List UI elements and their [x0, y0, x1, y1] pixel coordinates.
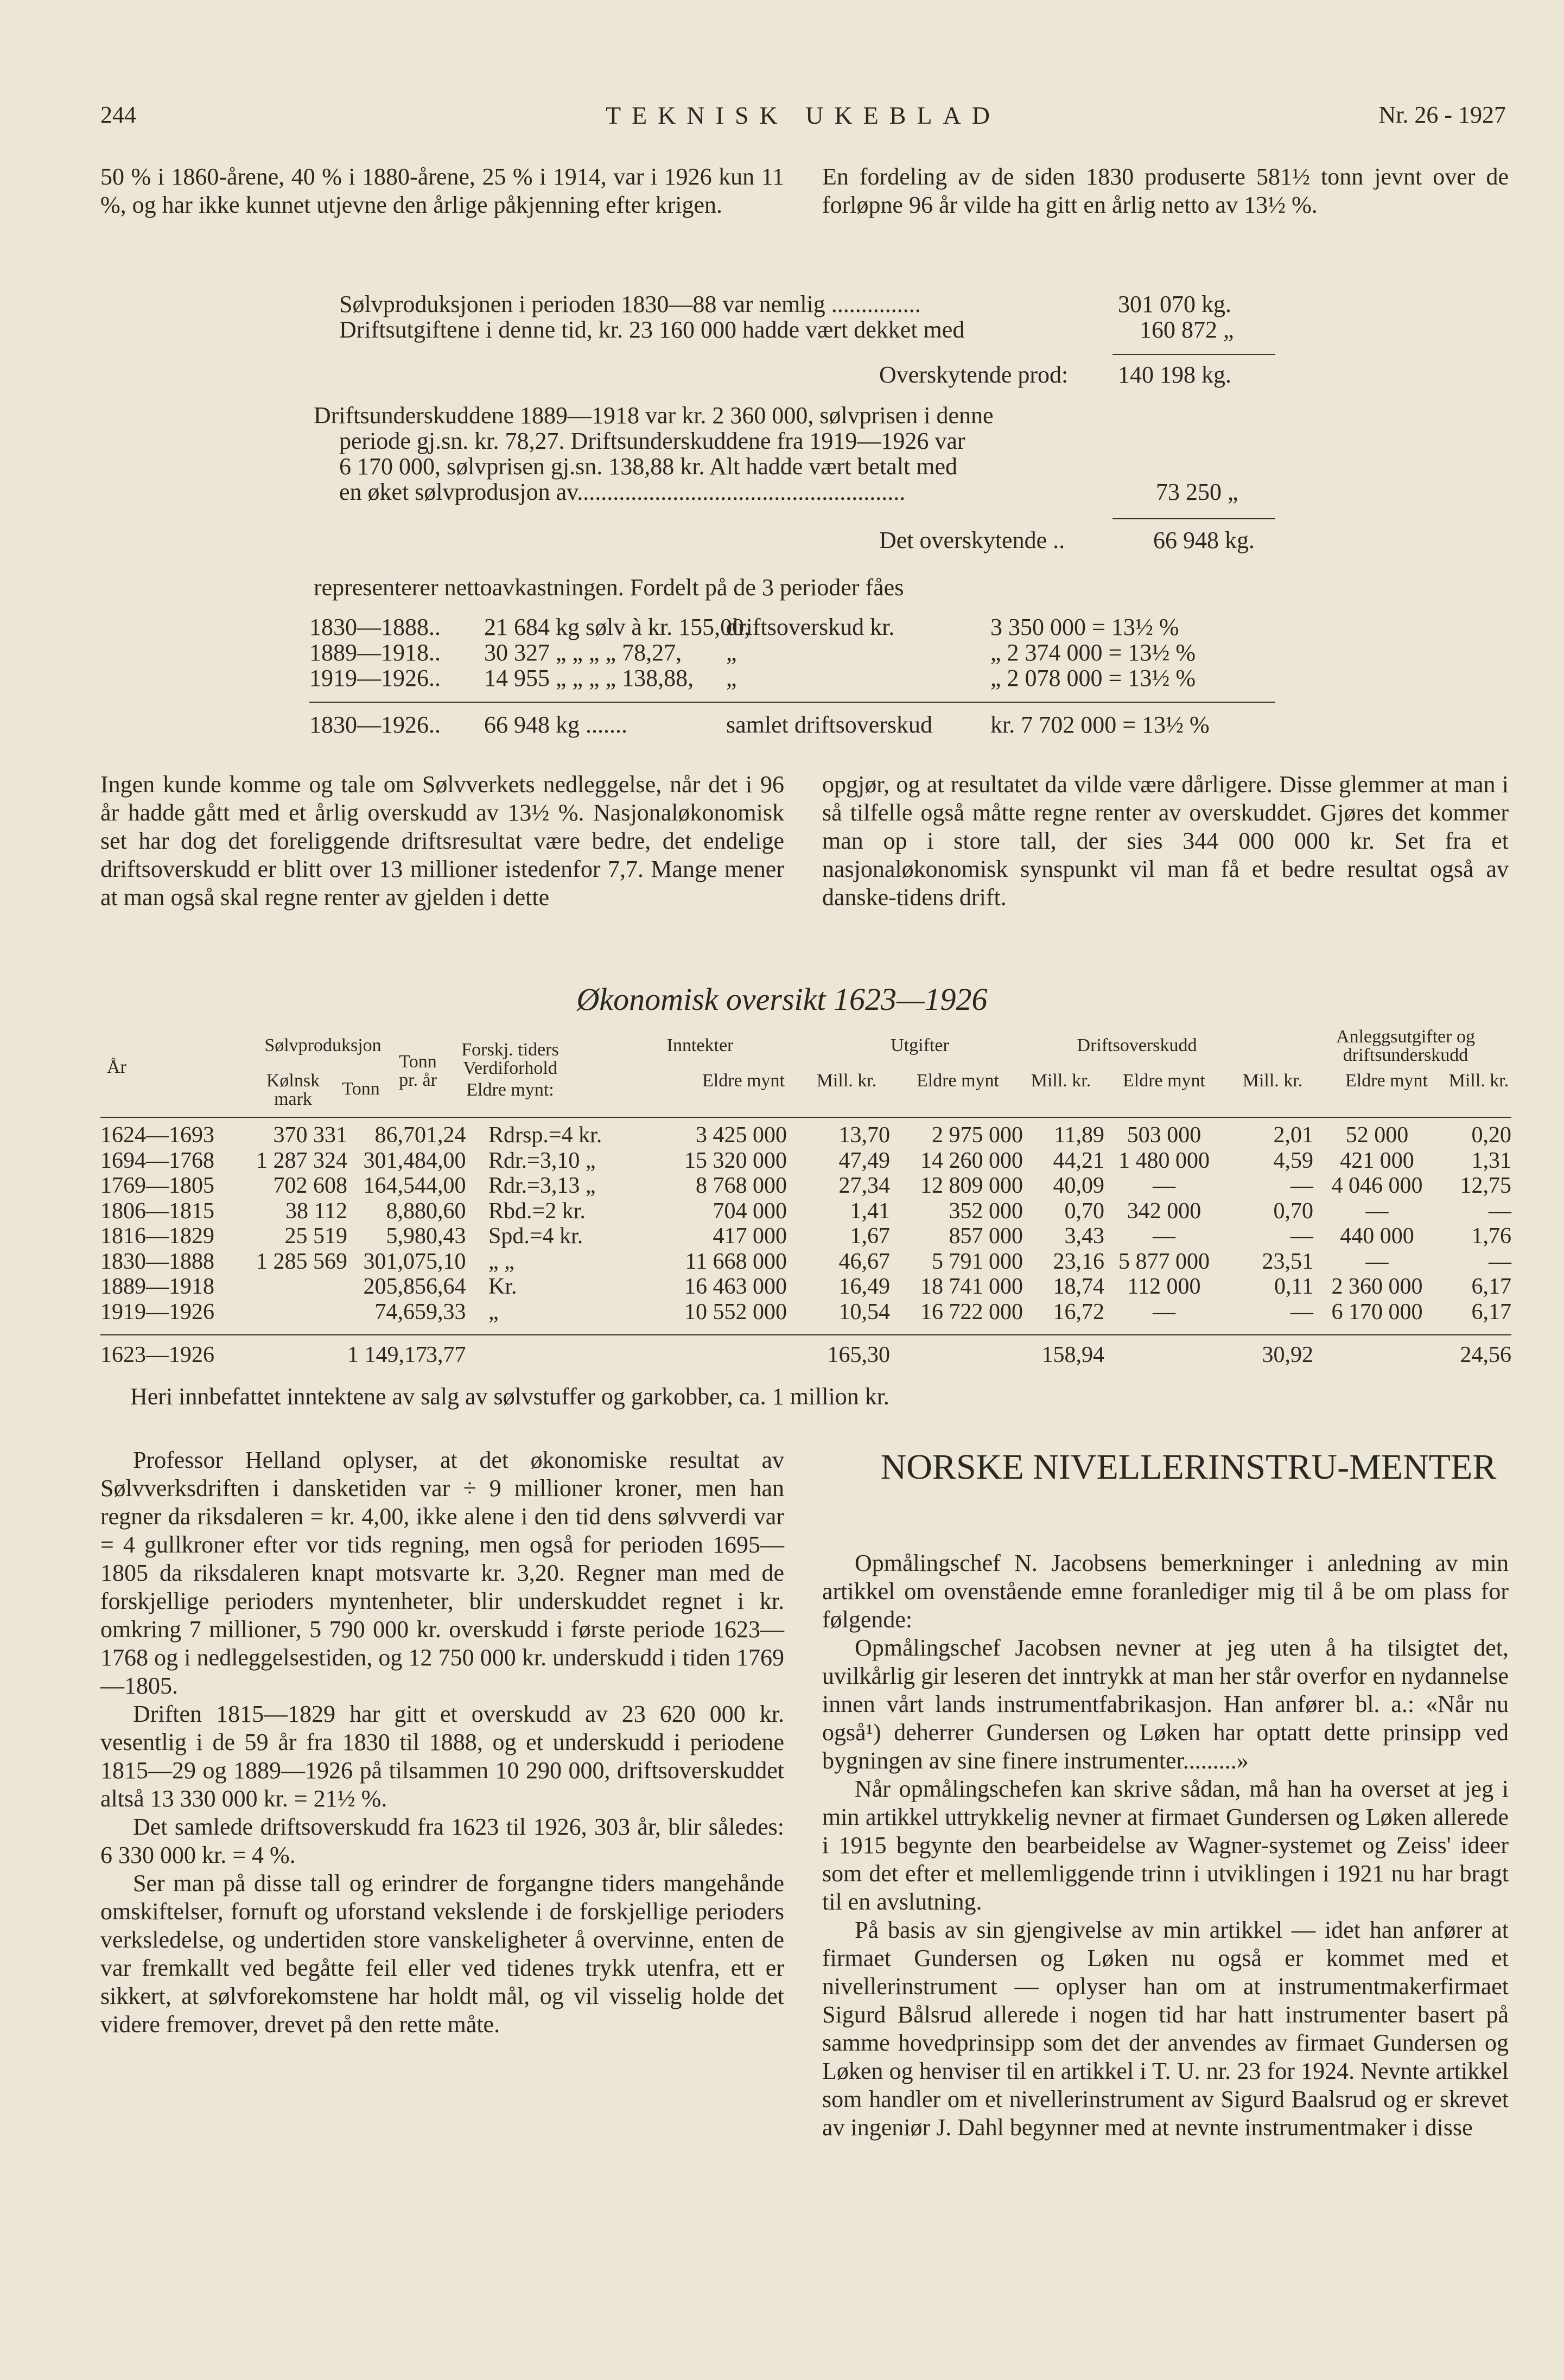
- th-surplus-mill-kr: Mill. kr.: [1242, 1071, 1303, 1091]
- table-cell: 857 000: [949, 1224, 1023, 1249]
- table-cell: 11 668 000: [685, 1249, 787, 1274]
- table-cell: 46,67: [838, 1249, 890, 1274]
- table-cell: 1,76: [1471, 1224, 1511, 1249]
- th-year: År: [107, 1057, 126, 1077]
- table-cell: 23,51: [1262, 1249, 1313, 1274]
- table-cell: 16 722 000: [920, 1299, 1023, 1325]
- th-deficit-older-coin: Eldre mynt: [1345, 1071, 1428, 1091]
- table-cell: 18,74: [1053, 1274, 1104, 1299]
- table-cell: 15 320 000: [684, 1148, 787, 1173]
- table-cell: —: [1290, 1173, 1313, 1198]
- table-cell: 4,59: [1273, 1148, 1313, 1173]
- table-cell: 8,88: [386, 1198, 426, 1224]
- article-paragraph-1: Opmålingschef N. Jacobsens bemerkninger i anledning av min artikkel om ovenstående emne foranlediger mig til å be om plass for følgende:: [822, 1550, 1509, 1633]
- lower-left-paragraph-2: Driften 1815—1829 har gitt et overskudd av 23 620 000 kr. vesentlig i de 59 år fra 1830 til 1888, og et underskudd i periodene 1815—29 og 1889—1926 på tilsammen 10 290 000, driftsoverskuddet altså 13 330 000 kr. = 21½ %.: [100, 1701, 784, 1812]
- table-cell: 0,11: [1274, 1274, 1313, 1299]
- page-number: 244: [100, 101, 136, 128]
- th-expenses-mill-kr: Mill. kr.: [1031, 1071, 1091, 1091]
- table-cell: —: [1365, 1249, 1389, 1274]
- period-row-amt: 3 350 000 = 13½ %: [990, 614, 1179, 640]
- table-total-cell: 158,94: [1041, 1342, 1104, 1367]
- table-cell: 2,01: [1273, 1123, 1313, 1148]
- running-header: [100, 101, 1506, 133]
- table-cell: —: [1290, 1224, 1313, 1249]
- th-income: Inntekter: [666, 1035, 734, 1055]
- table-total-rule: [100, 1334, 1511, 1335]
- table-total-cell: 1623—1926: [100, 1342, 214, 1367]
- table-cell: 1,41: [850, 1198, 890, 1224]
- th-income-mill-kr: Mill. kr.: [816, 1071, 877, 1091]
- calc-line-4: Driftsunderskuddene 1889—1918 var kr. 2 360 000, sølvprisen i denne: [314, 402, 994, 429]
- table-cell: 8 768 000: [696, 1173, 787, 1198]
- table-cell: —: [1489, 1198, 1511, 1224]
- table-cell: 1816—1829: [100, 1224, 214, 1249]
- article-paragraph-2: Opmålingschef Jacobsen nevner at jeg uten å ha tilsigtet det, uvilkårlig gir leseren det inntrykk at man her står overfor en nydannelse innen vårt lands instrumentfabrikasjon. Han anfører bl. a.: «Når nu også¹) deherrer Gundersen og Løken har optatt dette prinsipp ved bygningen av sine finere instrumenter.........»: [822, 1634, 1509, 1774]
- table-cell: 86,70: [374, 1123, 426, 1148]
- table-cell: 370 331: [273, 1123, 347, 1148]
- table-cell: 0,20: [1471, 1123, 1511, 1148]
- table-total-cell: 1 149,17: [347, 1342, 427, 1367]
- calc-line-1-value: 301 070 kg.: [1118, 291, 1231, 317]
- period-total-kg: 66 948 kg .......: [484, 711, 627, 738]
- calc-line-2-text: Driftsutgiftene i denne tid, kr. 23 160 000 hadde vært dekket med: [339, 316, 965, 343]
- calc-line-5: periode gj.sn. kr. 78,27. Driftsunderskuddene fra 1919—1926 var: [339, 428, 965, 454]
- period-row-p: 1919—1926..: [309, 665, 441, 691]
- table-cell: 12,75: [1460, 1173, 1511, 1198]
- table-cell: 0,70: [1273, 1198, 1313, 1224]
- table-cell: 503 000: [1127, 1123, 1201, 1148]
- table-cell: 704 000: [713, 1198, 787, 1224]
- calc-line-8-text: Det overskytende ..: [879, 527, 1065, 553]
- table-cell: —: [1365, 1198, 1389, 1224]
- table-cell: 1,24: [426, 1123, 466, 1148]
- table-total-cell: 3,77: [426, 1342, 466, 1367]
- table-cell: 4 046 000: [1331, 1173, 1423, 1198]
- table-cell: 0,60: [426, 1198, 466, 1224]
- table-cell: 74,65: [374, 1299, 426, 1325]
- th-deficit-mill-kr: Mill. kr.: [1448, 1071, 1509, 1091]
- table-cell: 301,07: [363, 1249, 426, 1274]
- table-cell: 14 260 000: [920, 1148, 1023, 1173]
- table-cell: 1 285 569: [256, 1249, 347, 1274]
- table-cell: 164,54: [363, 1173, 426, 1198]
- intro-right-paragraph: En fordeling av de siden 1830 produserte 581½ tonn jevnt over de forløpne 96 år vilde ha gitt en årlig netto av 13½ %.: [822, 163, 1509, 218]
- table-cell: 18 741 000: [920, 1274, 1023, 1299]
- article-body: [822, 1549, 1509, 2142]
- th-operating-surplus: Driftsoverskudd: [1077, 1035, 1197, 1055]
- table-cell: 27,34: [838, 1173, 890, 1198]
- table-cell: Spd.=4 kr.: [488, 1224, 583, 1249]
- th-older-coin-colon: Eldre mynt:: [466, 1080, 554, 1100]
- table-cell: 1624—1693: [100, 1123, 214, 1148]
- th-income-older-coin: Eldre mynt: [702, 1071, 785, 1091]
- th-expenses: Utgifter: [891, 1035, 949, 1055]
- table-cell: 16 463 000: [684, 1274, 787, 1299]
- table-cell: 9,33: [426, 1299, 466, 1325]
- table-cell: 10,54: [838, 1299, 890, 1325]
- table-cell: 44,21: [1053, 1148, 1104, 1173]
- period-row-lbl: „: [726, 639, 737, 666]
- table-cell: 421 000: [1340, 1148, 1414, 1173]
- table-cell: 6,17: [1471, 1274, 1511, 1299]
- period-row-amt: „ 2 374 000 = 13½ %: [990, 639, 1196, 666]
- period-row-kg: 21 684 kg sølv à kr. 155,00,: [484, 614, 751, 640]
- calc-line-6: 6 170 000, sølvprisen gj.sn. 138,88 kr. Alt hadde vært betalt med: [339, 453, 958, 480]
- period-row-p: 1889—1918..: [309, 639, 441, 666]
- th-tonn-per-year: Tonn pr. år: [399, 1052, 437, 1090]
- table-cell: 12 809 000: [920, 1173, 1023, 1198]
- economic-overview-table: [100, 1026, 1511, 1373]
- article-paragraph-3: Når opmålingschefen kan skrive sådan, må han ha overset at jeg i min artikkel uttrykkelig nevner at firmaet Gundersen og Løken allerede i 1915 begynte den bearbeidelse av Wagner-systemet og Zeiss' ideer som det efter et mellemliggende trinn i utviklingen i 1921 nu har bragt til en avslutning.: [822, 1776, 1509, 1915]
- intro-left-paragraph: 50 % i 1860-årene, 40 % i 1880-årene, 25 % i 1914, var i 1926 kun 11 %, og har ikke kunnet utjevne den årlige påkjenning efter krigen.: [100, 163, 784, 218]
- table-cell: 1694—1768: [100, 1148, 214, 1173]
- article-paragraph-4: På basis av sin gjengivelse av min artikkel — idet han anfører at firmaet Gundersen og Løken nu også er kommet med et nivellerinstrument — oplyser han om at instrumentmakerfirmaet Sigurd Bålsrud allerede i nogen tid har hatt instrumenter basert på samme hovedprinsipp som det der anvendes av firmaet Gundersen og Løken og henviser til en artikkel i T. U. nr. 23 for 1924. Nevnte artikkel som handler om et nivellerinstrument av Sigurd Baalsrud og er skrevet av ingeniør J. Dahl begynner med at nevnte instrumentmaker i disse: [822, 1917, 1509, 2141]
- period-table: [309, 613, 1275, 743]
- table-cell: —: [1153, 1173, 1175, 1198]
- table-cell: 2 360 000: [1331, 1274, 1423, 1299]
- period-total-label: samlet driftsoverskud: [726, 711, 933, 738]
- table-cell: 3,43: [1064, 1224, 1104, 1249]
- th-kolnsk-mark: Kølnsk mark: [266, 1071, 320, 1109]
- table-cell: 1,31: [1471, 1148, 1511, 1173]
- calc-line-3-value: 140 198 kg.: [1118, 361, 1231, 388]
- lower-left-paragraph-4: Ser man på disse tall og erindrer de forgangne tiders mangehånde omskiftelser, fornuft og uforstand vekslende i de forskjellige perioders verksledelse, og undertiden store vanskeligheter å overvinne, enten de var fremkallt ved begåtte feil eller ved tidenes trykk utenfra, ett er sikkert, at sølvforekomstene har holdt mål, og vil visselig holde det videre fremover, drevet på den rette måte.: [100, 1870, 784, 2038]
- table-cell: 1 287 324: [256, 1148, 347, 1173]
- table-title: Økonomisk oversikt 1623—1926: [576, 982, 988, 1017]
- table-cell: 1,67: [850, 1224, 890, 1249]
- table-cell: 6 170 000: [1331, 1299, 1423, 1325]
- table-total-cell: 24,56: [1460, 1342, 1511, 1367]
- table-cell: 6,17: [1471, 1299, 1511, 1325]
- journal-title: TEKNISK UKEBLAD: [605, 101, 1001, 129]
- mid-left-paragraph: Ingen kunde komme og tale om Sølvverkets nedleggelse, når det i 96 år hadde gått med et årlig overskudd av 13½ %. Nasjonaløkonomisk set har dog det foreliggende driftsresultat være bedre, det endelige driftsoverskudd er blitt over 13 millioner istedenfor 7,7. Mange mener at man også skal regne renter av gjelden i dette: [100, 771, 784, 911]
- article-heading: NORSKE NIVELLERINSTRU-MENTER: [880, 1447, 1497, 1487]
- period-row-kg: 30 327 „ „ „ „ 78,27,: [484, 639, 682, 666]
- table-header-rule: [100, 1117, 1511, 1118]
- table-cell: 1919—1926: [100, 1299, 214, 1325]
- table-cell: —: [1153, 1299, 1175, 1325]
- lower-left-paragraph-3: Det samlede driftsoverskudd fra 1623 til 1926, 303 år, blir således: 6 330 000 kr. = 4 %.: [100, 1813, 784, 1868]
- th-value-ratio: Forskj. tiders Verdiforhold: [461, 1040, 559, 1078]
- table-cell: 4,00: [426, 1173, 466, 1198]
- calc-line-1-text: Sølvproduksjonen i perioden 1830—88 var nemlig ...............: [339, 291, 921, 317]
- table-note: Heri innbefattet inntektene av salg av sølvstuffer og garkobber, ca. 1 million kr.: [130, 1383, 889, 1410]
- table-cell: 16,49: [838, 1274, 890, 1299]
- table-total-cell: 165,30: [827, 1342, 890, 1367]
- table-cell: 1806—1815: [100, 1198, 214, 1224]
- table-cell: 5 791 000: [932, 1249, 1023, 1274]
- calc-line-7-value: 73 250 „: [1156, 479, 1238, 505]
- table-cell: 5,98: [386, 1224, 426, 1249]
- table-cell: 1 480 000: [1118, 1148, 1210, 1173]
- calc-line-8-value: 66 948 kg.: [1153, 527, 1255, 553]
- table-cell: 702 608: [273, 1173, 347, 1198]
- th-silver-production: Sølvproduksjon: [264, 1035, 382, 1055]
- table-cell: Rdr.=3,13 „: [488, 1173, 596, 1198]
- period-row-kg: 14 955 „ „ „ „ 138,88,: [484, 665, 694, 691]
- th-surplus-older-coin: Eldre mynt: [1122, 1071, 1206, 1091]
- table-cell: Rdrsp.=4 kr.: [488, 1123, 602, 1148]
- period-total-period: 1830—1926..: [309, 711, 441, 738]
- table-cell: 11,89: [1054, 1123, 1104, 1148]
- calc-line-9: representerer nettoavkastningen. Fordelt på de 3 perioder fåes: [314, 574, 904, 601]
- table-cell: 342 000: [1127, 1198, 1201, 1224]
- table-cell: 0,70: [1064, 1198, 1104, 1224]
- table-cell: 52 000: [1345, 1123, 1409, 1148]
- table-cell: —: [1489, 1249, 1511, 1274]
- table-cell: 25 519: [284, 1224, 347, 1249]
- calc-line-3-text: Overskytende prod:: [879, 361, 1069, 388]
- table-total-cell: 30,92: [1262, 1342, 1313, 1367]
- table-cell: 13,70: [838, 1123, 890, 1148]
- issue-number: Nr. 26 - 1927: [1378, 101, 1506, 128]
- sum-rule-2: [1112, 518, 1275, 519]
- th-expenses-older-coin: Eldre mynt: [916, 1071, 1000, 1091]
- calc-line-7-text: en øket sølvprodusjon av.......................................................: [339, 479, 906, 505]
- period-row-amt: „ 2 078 000 = 13½ %: [990, 665, 1196, 691]
- lower-left-paragraph-1: Professor Helland oplyser, at det økonomiske resultat av Sølvverksdriften i dansketiden var ÷ 9 millioner kroner, men han regner da riksdaleren = kr. 4,00, ikke alene i den tid dens sølvverdi var = 4 gullkroner efter vor tids regning, men også for perioden 1695—1805 da riksdaleren knapt motsvarte kr. 3,20. Regner man med de forskjellige perioders myntenheter, blir underskuddet regnet i kr. omkring 7 millioner, 5 790 000 kr. overskudd i første periode 1623—1768 og i nedleggelsestiden, og 12 750 000 kr. underskudd i tiden 1769—1805.: [100, 1447, 784, 1699]
- calc-line-2-value: 160 872 „: [1140, 316, 1234, 343]
- period-row-lbl: „: [726, 665, 737, 691]
- table-cell: 352 000: [949, 1198, 1023, 1224]
- table-cell: 10 552 000: [684, 1299, 787, 1325]
- period-row-lbl: driftsoverskud kr.: [726, 614, 895, 640]
- table-cell: 38 112: [285, 1198, 347, 1224]
- period-total-amount: kr. 7 702 000 = 13½ %: [990, 711, 1210, 738]
- table-cell: 40,09: [1053, 1173, 1104, 1198]
- table-cell: „: [488, 1299, 499, 1325]
- table-cell: Rdr.=3,10 „: [488, 1148, 596, 1173]
- table-cell: 5,10: [426, 1249, 466, 1274]
- table-cell: —: [1153, 1224, 1175, 1249]
- table-cell: 3 425 000: [696, 1123, 787, 1148]
- table-cell: 6,64: [426, 1274, 466, 1299]
- table-cell: 301,48: [363, 1148, 426, 1173]
- table-cell: 47,49: [838, 1148, 890, 1173]
- table-cell: „ „: [488, 1249, 514, 1274]
- table-cell: 112 000: [1127, 1274, 1201, 1299]
- table-cell: 5 877 000: [1118, 1249, 1210, 1274]
- table-cell: 16,72: [1053, 1299, 1104, 1325]
- table-cell: 417 000: [713, 1224, 787, 1249]
- lower-left-column: [100, 1446, 784, 2039]
- table-cell: 1830—1888: [100, 1249, 214, 1274]
- th-tonn: Tonn: [342, 1079, 380, 1099]
- table-cell: Kr.: [488, 1274, 517, 1299]
- table-cell: —: [1290, 1299, 1313, 1325]
- th-investment-deficit: Anleggsutgifter og driftsunderskudd: [1336, 1027, 1475, 1065]
- period-row-p: 1830—1888..: [309, 614, 441, 640]
- table-cell: 2 975 000: [932, 1123, 1023, 1148]
- table-cell: 4,00: [426, 1148, 466, 1173]
- table-cell: 440 000: [1340, 1224, 1414, 1249]
- period-table-rule: [309, 702, 1275, 703]
- table-cell: 205,85: [363, 1274, 426, 1299]
- table-cell: 1769—1805: [100, 1173, 214, 1198]
- table-cell: Rbd.=2 kr.: [488, 1198, 586, 1224]
- table-cell: 0,43: [426, 1224, 466, 1249]
- mid-right-paragraph: opgjør, og at resultatet da vilde være dårligere. Disse glemmer at man i så tilfelle også måtte regne renter av overskuddet. Gjøres det kommer man op i store tall, der sies 344 000 000 kr. Set fra et nasjonaløkonomisk synspunkt vil man få et bedre resultat også av danske-tidens drift.: [822, 771, 1509, 911]
- table-cell: 1889—1918: [100, 1274, 214, 1299]
- table-cell: 23,16: [1053, 1249, 1104, 1274]
- sum-rule: [1112, 354, 1275, 355]
